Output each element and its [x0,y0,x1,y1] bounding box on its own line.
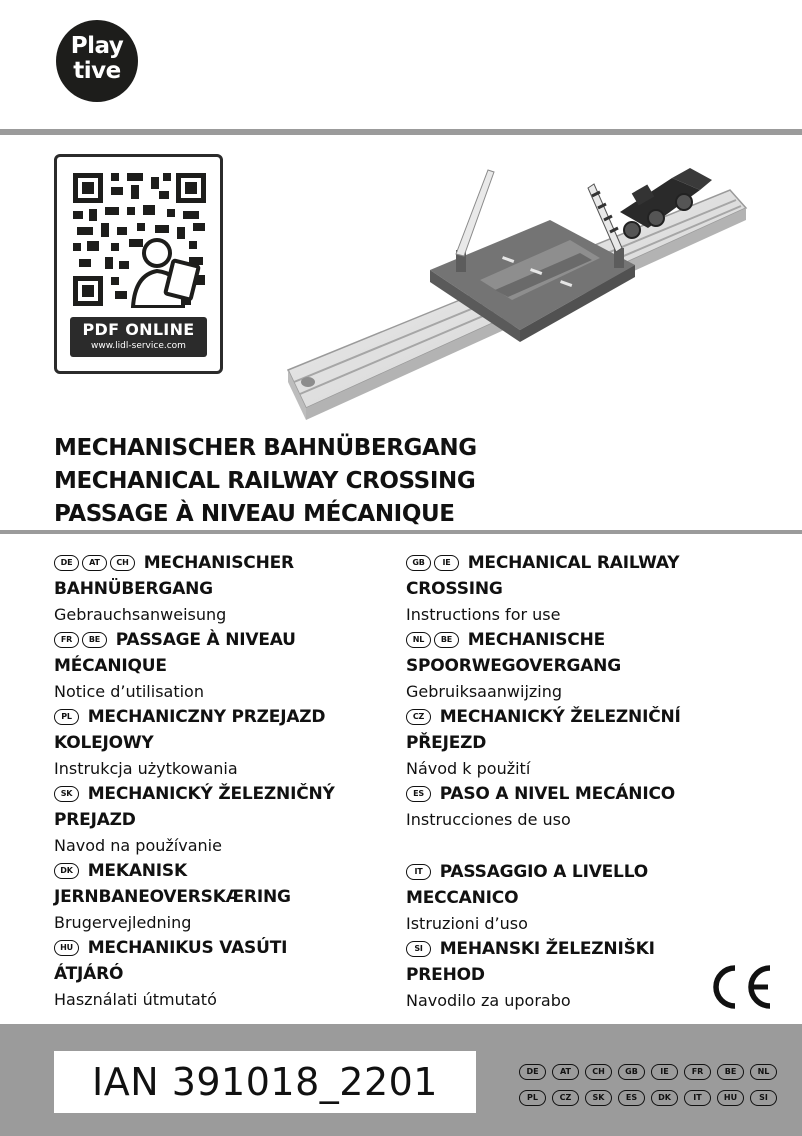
country-code-badge: IT [684,1090,711,1106]
entry-heading-text: MEHANSKI ŽELEZNIŠKI [439,939,655,959]
country-code-badge: HU [54,940,79,956]
country-code-badge: NL [406,632,431,648]
entry-heading-text: MECHANISCHER [143,553,294,573]
entry-heading-text: PŘEJEZD [406,733,487,753]
logo-text-line1: Play [70,33,124,59]
entry-heading [406,781,766,807]
entry-doc-type: Instrukcja użytkowania [54,759,238,778]
country-codes-row [519,1064,777,1088]
service-url: www.lidl-service.com [91,341,186,351]
country-code-badge: PL [54,709,79,725]
language-entry-dk [54,858,414,935]
entry-heading-text: KOLEJOWY [54,733,154,753]
language-entry-cz [406,704,766,781]
country-code-badge: ES [618,1090,645,1106]
ce-mark-icon [708,962,776,1012]
ian-number: IAN 391018_2201 [54,1051,476,1113]
entry-heading [54,858,414,910]
country-code-badge: GB [406,555,431,571]
entry-heading-text: BAHNÜBERGANG [54,579,213,599]
country-code-badge: FR [54,632,79,648]
entry-doc-type: Návod k použití [406,759,531,778]
country-codes-grid [519,1064,777,1114]
country-code-badge: IE [651,1064,678,1080]
entry-heading [54,627,414,679]
entry-heading-text: MÉCANIQUE [54,656,167,676]
country-code-badge: IT [406,864,431,880]
mid-divider [0,530,802,534]
country-code-badge: FR [684,1064,711,1080]
country-code-badge: SK [585,1090,612,1106]
playtive-logo [56,20,138,102]
railway-crossing-image [280,150,760,425]
title-de: MECHANISCHER BAHNÜBERGANG [54,435,477,461]
logo-text-line2: tive [73,58,121,84]
language-entry-sk [54,781,414,858]
country-code-badge: CH [585,1064,612,1080]
entry-heading [54,550,414,602]
entry-heading [406,550,766,602]
entry-heading-text: PASSAGE À NIVEAU [115,630,296,650]
pdf-online-badge [70,317,207,357]
language-list-left [54,550,414,1012]
country-code-badge: HU [717,1090,744,1106]
country-code-badge: DK [651,1090,678,1106]
entry-doc-type: Gebrauchsanweisung [54,605,227,624]
language-entry-es [406,781,766,832]
entry-heading [406,627,766,679]
entry-heading-text: MECCANICO [406,888,519,908]
country-code-badge: CZ [552,1090,579,1106]
country-code-badge: NL [750,1064,777,1080]
entry-doc-type: Navodilo za uporabo [406,991,571,1010]
country-code-badge: DE [54,555,79,571]
country-code-badge: DE [519,1064,546,1080]
entry-doc-type: Instructions for use [406,605,561,624]
entry-heading-text: CROSSING [406,579,503,599]
qr-code-panel[interactable] [54,154,223,374]
country-code-badge: BE [82,632,107,648]
entry-heading [54,704,414,756]
country-code-badge: IE [434,555,459,571]
entry-doc-type: Használati útmutató [54,990,217,1009]
qr-code-icon [71,171,208,308]
entry-heading-text: PREHOD [406,965,485,985]
language-entry-pl [54,704,414,781]
entry-doc-type: Navod na používanie [54,836,222,855]
entry-heading-text: MECHANISCHE [467,630,606,650]
country-code-badge: ES [406,786,431,802]
entry-heading-text: MECHANIKUS VASÚTI [87,938,288,958]
entry-heading-text: MECHANICAL RAILWAY [467,553,680,573]
country-code-badge: DK [54,863,79,879]
country-code-badge: SK [54,786,79,802]
language-entry-fr [54,627,414,704]
language-entry-gb [406,550,766,627]
top-divider [0,129,802,135]
entry-heading-text: MECHANICZNY PRZEJAZD [87,707,326,727]
entry-heading-text: PREJAZD [54,810,136,830]
country-code-badge: PL [519,1090,546,1106]
entry-doc-type: Notice d’utilisation [54,682,204,701]
entry-heading [406,704,766,756]
language-entry-it [406,859,766,936]
entry-heading-text: ÁTJÁRÓ [54,964,124,984]
entry-heading-text: MECHANICKÝ ŽELEZNIČNÝ [87,784,335,804]
country-code-badge: AT [82,555,107,571]
country-code-badge: BE [434,632,459,648]
entry-doc-type: Instrucciones de uso [406,810,571,829]
title-en: MECHANICAL RAILWAY CROSSING [54,468,476,494]
country-code-badge: GB [618,1064,645,1080]
language-list-right [406,550,766,1013]
entry-heading [406,859,766,911]
language-entry-de [54,550,414,627]
entry-heading [54,935,414,987]
country-code-badge: SI [406,941,431,957]
entry-heading-text: SPOORWEGOVERGANG [406,656,621,676]
country-code-badge: CZ [406,709,431,725]
language-entry-nl [406,627,766,704]
pdf-online-label: PDF ONLINE [82,320,195,339]
country-code-badge: CH [110,555,135,571]
product-titles [54,432,477,531]
entry-heading-text: JERNBANEOVERSKÆRING [54,887,291,907]
country-code-badge: BE [717,1064,744,1080]
entry-heading-text: MECHANICKÝ ŽELEZNIČNÍ [439,707,681,727]
country-code-badge: SI [750,1090,777,1106]
country-codes-row [519,1090,777,1114]
entry-heading [54,781,414,833]
country-code-badge: AT [552,1064,579,1080]
entry-doc-type: Istruzioni d’uso [406,914,528,933]
entry-heading-text: MEKANISK [87,861,187,881]
entry-heading-text: PASSAGGIO A LIVELLO [439,862,648,882]
language-entry-hu [54,935,414,1012]
entry-doc-type: Brugervejledning [54,913,192,932]
entry-doc-type: Gebruiksaanwijzing [406,682,563,701]
title-fr: PASSAGE À NIVEAU MÉCANIQUE [54,501,455,527]
entry-heading-text: PASO A NIVEL MECÁNICO [439,784,675,804]
